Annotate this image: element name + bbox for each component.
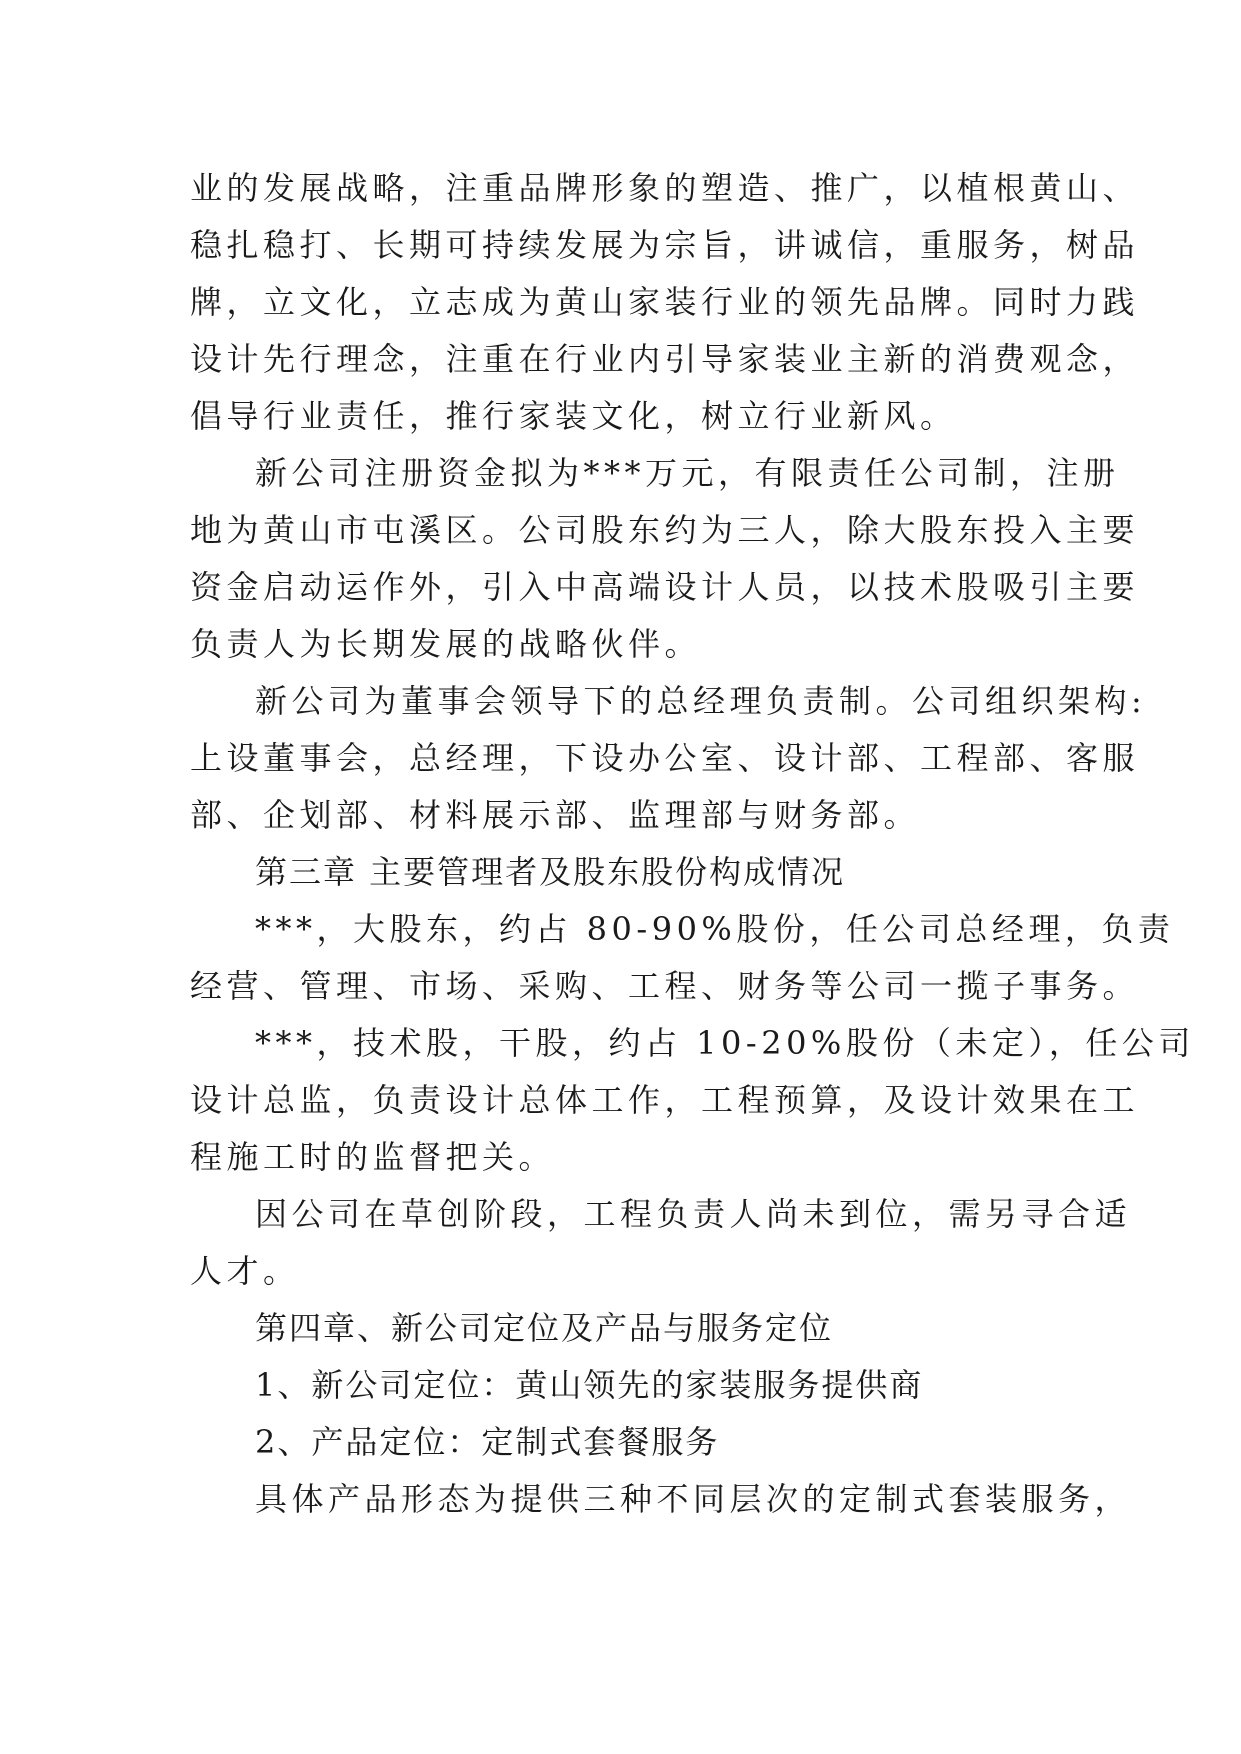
- text-line: ***，大股东，约占 80-90%股份，任公司总经理，负责: [255, 910, 1175, 948]
- text-line: 上设董事会，总经理，下设办公室、设计部、工程部、客服: [190, 739, 1140, 777]
- list-item: 1、新公司定位：黄山领先的家装服务提供商: [255, 1366, 924, 1404]
- text-line: 具体产品形态为提供三种不同层次的定制式套装服务，: [255, 1480, 1132, 1518]
- text-line: 稳扎稳打、长期可持续发展为宗旨，讲诚信，重服务，树品: [190, 226, 1140, 264]
- text-line: 设计先行理念，注重在行业内引导家装业主新的消费观念，: [190, 340, 1140, 378]
- text-line: ***，技术股，干股，约占 10-20%股份（未定），任公司: [255, 1024, 1195, 1062]
- text-line: 新公司为董事会领导下的总经理负责制。公司组织架构:: [255, 682, 1147, 720]
- list-item: 2、产品定位：定制式套餐服务: [255, 1423, 720, 1461]
- text-line: 地为黄山市屯溪区。公司股东约为三人，除大股东投入主要: [190, 511, 1140, 549]
- text-line: 业的发展战略，注重品牌形象的塑造、推广，以植根黄山、: [190, 169, 1140, 207]
- text-line: 经营、管理、市场、采购、工程、财务等公司一揽子事务。: [190, 967, 1140, 1005]
- text-line: 人才。: [190, 1252, 300, 1290]
- text-line: 设计总监，负责设计总体工作，工程预算，及设计效果在工: [190, 1081, 1140, 1119]
- chapter-heading: 第四章、新公司定位及产品与服务定位: [255, 1309, 834, 1347]
- text-line: 新公司注册资金拟为***万元，有限责任公司制，注册: [255, 454, 1120, 492]
- text-line: 负责人为长期发展的战略伙伴。: [190, 625, 702, 663]
- chapter-heading: 第三章 主要管理者及股东股份构成情况: [255, 853, 846, 891]
- text-line: 程施工时的监督把关。: [190, 1138, 556, 1176]
- text-line: 部、企划部、材料展示部、监理部与财务部。: [190, 796, 921, 834]
- text-line: 因公司在草创阶段，工程负责人尚未到位，需另寻合适: [255, 1195, 1132, 1233]
- text-line: 牌，立文化，立志成为黄山家装行业的领先品牌。同时力践: [190, 283, 1140, 321]
- text-line: 资金启动运作外，引入中高端设计人员，以技术股吸引主要: [190, 568, 1140, 606]
- text-line: 倡导行业责任，推行家装文化，树立行业新风。: [190, 397, 957, 435]
